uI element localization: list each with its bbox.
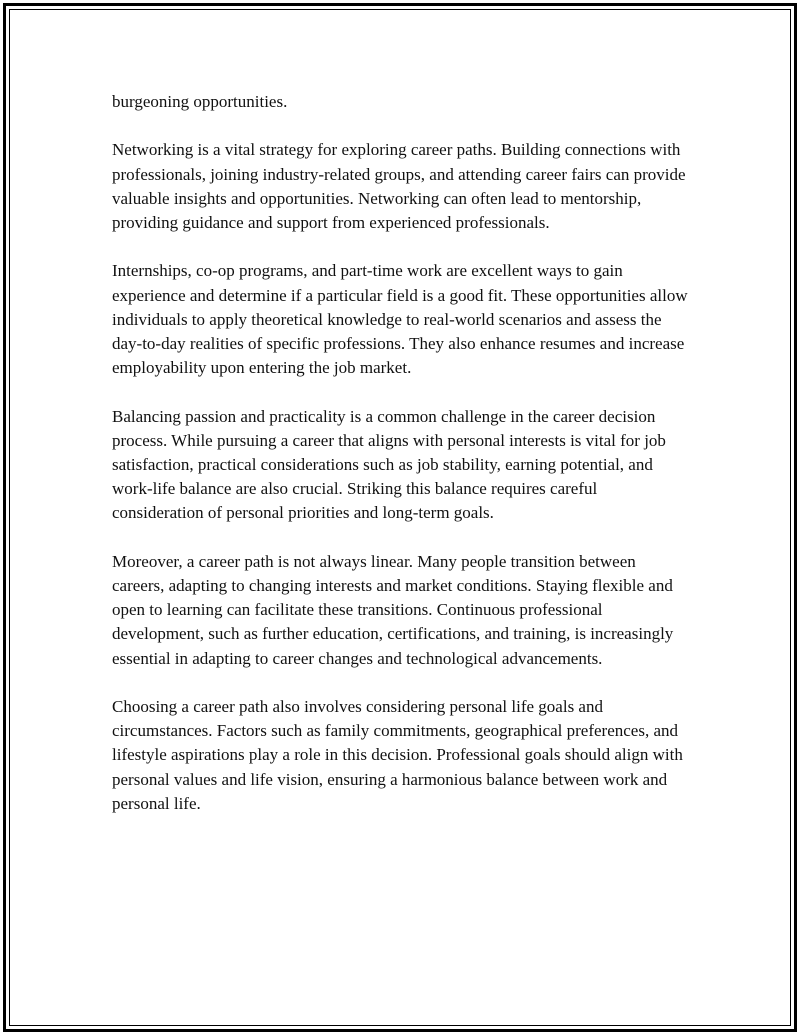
document-body	[112, 90, 692, 816]
paragraph-networking: Networking is a vital strategy for exploring career paths. Building connections with professionals, joining industry-related groups, and attending career fairs can provide valuable insights and opportunities. Networking can often lead to mentorship, providing guidance and support from experienced professionals.	[112, 140, 686, 232]
paragraph-continuation: burgeoning opportunities.	[112, 92, 288, 111]
paragraph-balancing-passion: Balancing passion and practicality is a common challenge in the career decision process. While pursuing a career that aligns with personal interests is vital for job satisfaction, practical considerations such as job stability, earning potential, and work-life balance are also crucial. Striking this balance requires careful consideration of personal priorities and long-term goals.	[112, 406, 666, 523]
paragraph-personal-life-goals: Choosing a career path also involves considering personal life goals and circumstances. Factors such as family commitments, geographical preferences, and lifestyle aspirations play a role in this decision. Professional goals should align with personal values and life vision, ensuring a harmonious balance between work and personal life.	[112, 697, 683, 813]
paragraph-career-transitions: Moreover, a career path is not always linear. Many people transition between careers, adapting to changing interests and market conditions. Staying flexible and open to learning can facilitate these transitions. Continuous professional development, such as further education, certifications, and training, is increasingly essential in adapting to career changes and technological advancements.	[112, 551, 674, 668]
paragraph-internships: Internships, co-op programs, and part-time work are excellent ways to gain experience and determine if a particular field is a good fit. These opportunities allow individuals to apply theoretical knowledge to real-world scenarios and assess the day-to-day realities of specific professions. They also enhance resumes and increase employability upon entering the job market.	[112, 261, 688, 378]
